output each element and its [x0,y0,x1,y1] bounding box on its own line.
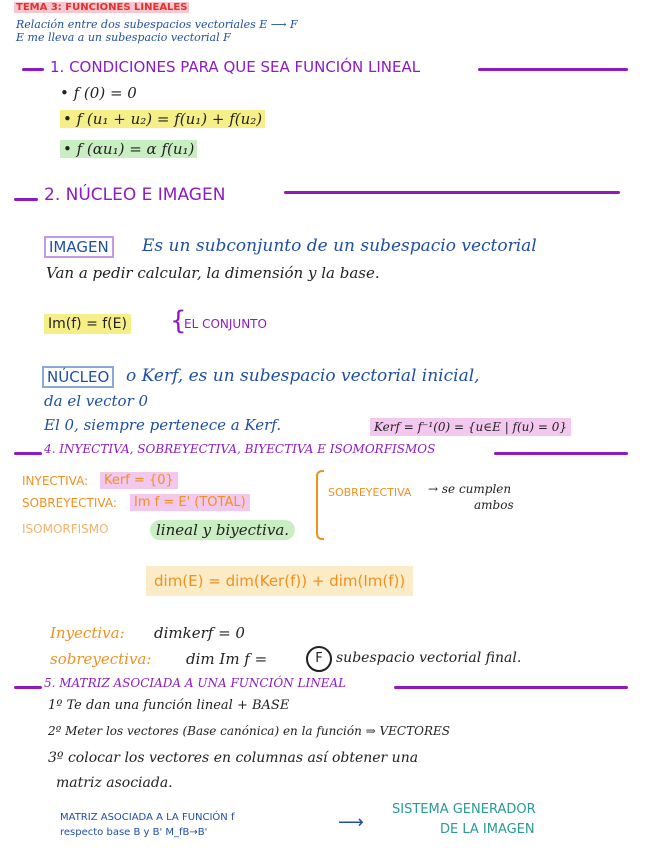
ker-formula: Kerf = f⁻¹(0) = {u∈E | f(u) = 0} [370,418,571,436]
sobreyectiva-label: SOBREYECTIVA: [22,496,117,510]
result-line-1: SISTEMA GENERADOR [392,802,536,817]
sobreyectiva-dim-label: sobreyectiva: [50,650,152,668]
inyectiva-dim-value: dimkerf = 0 [154,624,245,642]
condition-1: • f (0) = 0 [60,84,137,102]
matriz-arrow: ⟶ [338,812,364,833]
section5-left-rule [14,686,42,689]
brace-bracket [316,470,324,540]
section2-left-rule [14,198,38,201]
section1-heading: 1. CONDICIONES PARA QUE SEA FUNCIÓN LINEAL [50,58,421,76]
brace-label: SOBREYECTIVA [328,486,412,499]
sobreyectiva-value: Im f = E' (TOTAL) [130,494,250,511]
nucleo-definition: o Kerf, es un subespacio vectorial inicial, [126,366,480,386]
step-3: 3º colocar los vectores en columnas así obtener una [48,750,419,766]
sobreyectiva-dim-value-a: dim Im f = [186,650,268,668]
dim-formula: dim(E) = dim(Ker(f)) + dim(Im(f)) [146,566,413,596]
step-3-cont: matriz asociada. [56,775,173,791]
nucleo-label: NÚCLEO [42,366,114,388]
matriz-line-1: MATRIZ ASOCIADA A LA FUNCIÓN f [60,812,235,823]
f-circle: F [306,646,332,672]
step-2: 2º Meter los vectores (Base canónica) en la función ⇒ VECTORES [48,724,450,738]
imagen-line-2: Van a pedir calcular, la dimensión y la base. [46,264,380,282]
inyectiva-dim-label: Inyectiva: [50,624,125,642]
step-1: 1º Te dan una función lineal + BASE [48,698,290,713]
im-formula: Im(f) = f(E) [44,314,131,334]
page-title: TEMA 3: FUNCIONES LINEALES [16,2,188,13]
section1-right-rule [478,68,628,71]
nucleo-line-3: El 0, siempre pertenece a Kerf. [44,416,282,434]
brace-arrow-text-2: ambos [474,498,514,512]
isomorfismo-value: lineal y biyectiva. [150,520,295,540]
condition-3: • f (αu₁) = α f(u₁) [60,140,197,158]
section5-heading: 5. MATRIZ ASOCIADA A UNA FUNCIÓN LINEAL [44,676,347,690]
inyectiva-label: INYECTIVA: [22,474,89,488]
section5-right-rule [394,686,628,689]
section2-heading: 2. NÚCLEO E IMAGEN [44,185,226,205]
section4-heading: 4. INYECTIVA, SOBREYECTIVA, BIYECTIVA E ISOMORFISMOS [44,442,436,456]
section2-right-rule [284,191,620,194]
nucleo-line-2: da el vector 0 [44,392,149,410]
subtitle-line-2: E me lleva a un subespacio vectorial F [16,31,231,44]
subtitle-line-1: Relación entre dos subespacios vectoriales E ⟶ F [16,18,298,31]
imagen-label: IMAGEN [44,236,114,258]
section4-right-rule [494,452,628,455]
section1-left-rule [22,68,44,71]
section4-left-rule [14,452,42,455]
isomorfismo-label: ISOMORFISMO [22,522,109,536]
inyectiva-value: Kerf = {0} [100,472,178,489]
matriz-line-2: respecto base B y B' M_fB→B' [60,827,208,838]
result-line-2: DE LA IMAGEN [440,822,535,837]
im-brace: { [170,306,187,336]
brace-arrow-text: → se cumplen [428,482,512,496]
condition-2: • f (u₁ + u₂) = f(u₁) + f(u₂) [60,110,265,128]
sobreyectiva-dim-value-b: subespacio vectorial final. [336,650,522,666]
im-note: EL CONJUNTO [184,317,267,331]
imagen-definition: Es un subconjunto de un subespacio vectorial [142,236,537,256]
